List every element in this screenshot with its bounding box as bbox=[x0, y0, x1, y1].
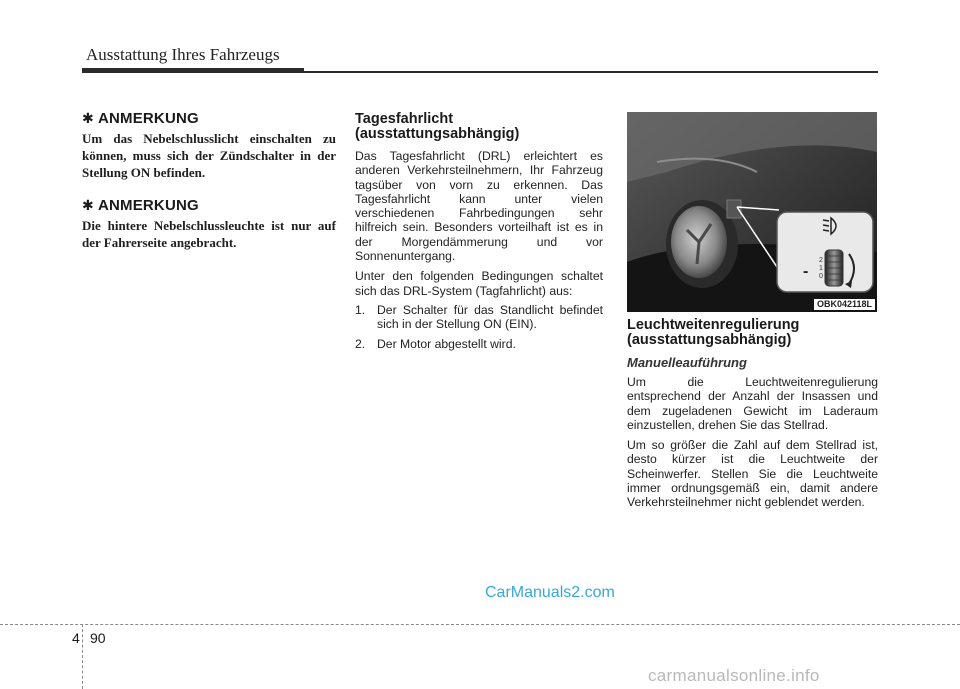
drl-section bbox=[355, 112, 603, 351]
note-title-2: ✱ ANMERKUNG bbox=[82, 197, 199, 214]
figure-caption: OBK042118L bbox=[814, 299, 875, 310]
note-star-icon: ✱ bbox=[82, 110, 94, 126]
site-footer-link[interactable]: carmanualsonline.info bbox=[648, 666, 820, 685]
leveling-section bbox=[627, 318, 878, 510]
leveling-heading: Leuchtweitenregulierung (ausstattungsabhängig) bbox=[627, 317, 800, 348]
page-number-value: 90 bbox=[90, 630, 106, 646]
dial-mark-0: 0 bbox=[819, 273, 823, 280]
footer-rule bbox=[0, 624, 960, 625]
page-number bbox=[72, 630, 106, 646]
dashboard-illustration bbox=[627, 112, 877, 312]
list-item: 1. Der Schalter für das Standlicht befindet sich in der Stellung ON (EIN). bbox=[355, 302, 603, 332]
drl-list bbox=[355, 303, 603, 351]
page-header-title: Ausstattung Ihres Fahrzeugs bbox=[86, 45, 280, 64]
drl-paragraph-1: Das Tagesfahrlicht (DRL) erleichtert es anderen Verkehrsteilnehmern, Ihr Fahrzeug tagsüber von vorn zu erkennen. Das Tagesfahrlicht kann unter vielen verschiedenen Fahrbedingungen sehr hilfreich sein. Besonders vorteilhaft ist es in der Morgendämmerung und vor Sonnenuntergang. bbox=[355, 149, 603, 264]
header-rule-accent bbox=[82, 68, 304, 73]
list-item: 2. Der Motor abgestellt wird. bbox=[355, 336, 516, 351]
leveling-subheading: Manuelleauführung bbox=[627, 355, 747, 370]
chapter-number: 4 bbox=[72, 630, 80, 646]
dial-mark-1: 1 bbox=[819, 265, 823, 272]
watermark-link[interactable]: CarManuals2.com bbox=[485, 584, 615, 601]
drl-paragraph-2: Unter den folgenden Bedingungen schaltet sich das DRL-System (Tagfahrlicht) aus: bbox=[355, 269, 603, 298]
drl-heading: Tagesfahrlicht (ausstattungsabhängig) bbox=[355, 111, 520, 142]
note-star-icon: ✱ bbox=[82, 197, 94, 213]
note-title-1: ✱ ANMERKUNG bbox=[82, 110, 199, 127]
leveling-paragraph-2: Um so größer die Zahl auf dem Stellrad ist, desto kürzer ist die Leuchtweite der Scheinwerfer. Stellen Sie die Leuchtweite immer ordnungsgemäß ein, damit andere Verkehrsteilnehmer nicht geblendet werden. bbox=[627, 438, 878, 510]
dial-mark-2: 2 bbox=[819, 257, 823, 264]
note-body-1: Um das Nebelschlusslicht einschalten zu können, muss sich der Zündschalter in der Stellung ON befinden. bbox=[82, 131, 336, 180]
minus-sign: - bbox=[803, 263, 809, 280]
leveling-paragraph-1: Um die Leuchtweitenregulierung entsprechend der Anzahl der Insassen und dem zugeladenen Gewicht im Laderaum einzustellen, drehen Sie das Stellrad. bbox=[627, 375, 878, 432]
headlight-leveling-photo bbox=[627, 112, 877, 312]
note-body-2: Die hintere Nebelschlussleuchte ist nur auf der Fahrerseite angebracht. bbox=[82, 218, 336, 250]
notes-column bbox=[82, 110, 336, 251]
